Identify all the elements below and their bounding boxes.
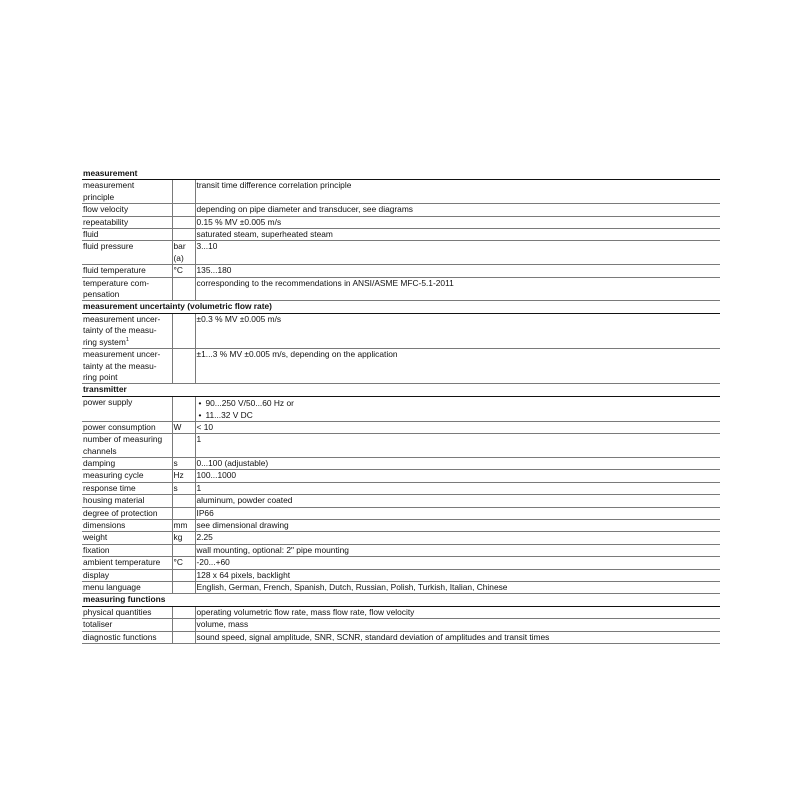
spec-label xyxy=(82,180,172,204)
spec-label-line xyxy=(83,582,171,593)
spec-row xyxy=(82,265,720,277)
spec-unit xyxy=(172,482,195,494)
spec-label xyxy=(82,396,172,421)
spec-row xyxy=(82,519,720,531)
spec-row xyxy=(82,434,720,458)
spec-label-line xyxy=(83,434,171,445)
spec-label xyxy=(82,470,172,482)
spec-label-line xyxy=(83,289,171,300)
spec-label-line xyxy=(83,349,171,360)
spec-label xyxy=(82,216,172,228)
spec-value-text: 1 xyxy=(196,482,202,493)
spec-label xyxy=(82,229,172,241)
spec-label-text: display xyxy=(83,569,110,580)
spec-row xyxy=(82,606,720,618)
spec-label xyxy=(82,265,172,277)
spec-label-text: ambient temperature xyxy=(83,557,161,568)
section-header-row xyxy=(82,384,720,396)
spec-value-text: English, German, French, Spanish, Dutch, Russian, Polish, Turkish, Italian, Chinese xyxy=(196,582,508,592)
spec-value-text: transit time difference correlation principle xyxy=(196,180,352,191)
spec-row xyxy=(82,470,720,482)
spec-row xyxy=(82,582,720,594)
spec-value-text: 1 xyxy=(196,434,202,445)
spec-label-line xyxy=(83,470,171,481)
spec-label-text: repeatability xyxy=(83,216,129,227)
spec-value-bullet: • 90...250 V/50...60 Hz or xyxy=(197,397,720,409)
spec-unit xyxy=(172,434,195,458)
spec-label-text: power consumption xyxy=(83,421,156,432)
spec-value xyxy=(195,519,720,531)
section-title: measurement xyxy=(82,168,720,180)
spec-label xyxy=(82,606,172,618)
spec-label-text: weight xyxy=(83,532,108,543)
spec-label-line xyxy=(83,532,171,543)
spec-label-line xyxy=(83,607,171,618)
spec-label xyxy=(82,519,172,531)
spec-label-text: pensation xyxy=(83,289,120,300)
section-title: transmitter xyxy=(82,384,720,396)
spec-unit xyxy=(172,277,195,301)
spec-label xyxy=(82,482,172,494)
spec-label-line xyxy=(83,397,171,408)
spec-label-text: temperature com- xyxy=(83,277,150,288)
section-header-row xyxy=(82,594,720,606)
spec-label-text: number of measuring xyxy=(83,434,163,445)
spec-unit xyxy=(172,396,195,421)
section-header-row xyxy=(82,168,720,180)
spec-unit xyxy=(172,532,195,544)
spec-unit-text: s xyxy=(173,482,178,493)
spec-label xyxy=(82,313,172,348)
specification-table-body xyxy=(82,168,720,644)
spec-row xyxy=(82,495,720,507)
spec-row xyxy=(82,631,720,643)
spec-row xyxy=(82,204,720,216)
spec-row xyxy=(82,313,720,348)
spec-label-line xyxy=(83,545,171,556)
spec-unit xyxy=(172,229,195,241)
spec-label xyxy=(82,495,172,507)
spec-label-text: principle xyxy=(83,191,115,202)
spec-label xyxy=(82,434,172,458)
spec-value xyxy=(195,216,720,228)
spec-label-line xyxy=(83,446,171,457)
spec-label-text: measurement uncer- xyxy=(83,349,161,360)
spec-label-line xyxy=(83,372,171,383)
spec-unit xyxy=(172,569,195,581)
spec-label-text: totaliser xyxy=(83,619,113,630)
spec-value-text: 135...180 xyxy=(196,265,232,276)
spec-value xyxy=(195,434,720,458)
spec-value-text: wall mounting, optional: 2" pipe mounting xyxy=(196,544,349,555)
spec-value-text: depending on pipe diameter and transducer, see diagrams xyxy=(196,204,413,215)
spec-label xyxy=(82,544,172,556)
spec-row xyxy=(82,507,720,519)
spec-label-text: ring point xyxy=(83,371,118,382)
spec-label-line xyxy=(83,632,171,643)
spec-label-line xyxy=(83,557,171,568)
spec-value xyxy=(195,229,720,241)
spec-row xyxy=(82,569,720,581)
spec-label-line xyxy=(83,180,171,191)
spec-label-line xyxy=(83,483,171,494)
spec-label-line xyxy=(83,361,171,372)
spec-label-text: flow velocity xyxy=(83,204,129,215)
spec-value-text: 2.25 xyxy=(196,532,213,543)
spec-row xyxy=(82,216,720,228)
spec-value xyxy=(195,557,720,569)
spec-value xyxy=(195,569,720,581)
spec-value xyxy=(195,619,720,631)
spec-value xyxy=(195,204,720,216)
spec-value xyxy=(195,180,720,204)
spec-label xyxy=(82,349,172,384)
spec-row xyxy=(82,229,720,241)
spec-label-text: fluid xyxy=(83,229,99,240)
spec-label-text: fluid pressure xyxy=(83,241,134,252)
spec-value-text: aluminum, powder coated xyxy=(196,495,293,506)
spec-value xyxy=(195,349,720,384)
spec-value-text: see dimensional drawing xyxy=(196,519,289,530)
spec-label-text: physical quantities xyxy=(83,606,152,617)
spec-label-text: measurement xyxy=(83,180,135,191)
spec-unit xyxy=(172,216,195,228)
spec-value xyxy=(195,470,720,482)
spec-unit-text: kg xyxy=(173,532,183,543)
spec-value-text: corresponding to the recommendations in ANSI/ASME MFC-5.1-2011 xyxy=(196,277,454,288)
footnote-marker: 1 xyxy=(125,336,129,343)
spec-label-line xyxy=(83,265,171,276)
spec-unit xyxy=(172,204,195,216)
spec-label-line xyxy=(83,495,171,506)
spec-value xyxy=(195,495,720,507)
spec-value-text: -20...+60 xyxy=(196,557,230,568)
spec-label-text: tainty of the measu- xyxy=(83,325,157,336)
spec-value xyxy=(195,582,720,594)
spec-value-text: 128 x 64 pixels, backlight xyxy=(196,569,291,580)
spec-value-text: volume, mass xyxy=(196,619,249,630)
spec-row xyxy=(82,457,720,469)
spec-row xyxy=(82,241,720,265)
spec-value xyxy=(195,396,720,421)
spec-unit xyxy=(172,265,195,277)
spec-label-line xyxy=(83,337,171,348)
specification-table xyxy=(82,168,720,644)
spec-value xyxy=(195,606,720,618)
spec-value xyxy=(195,482,720,494)
spec-value xyxy=(195,544,720,556)
spec-label xyxy=(82,631,172,643)
spec-label-line xyxy=(83,204,171,215)
spec-label-text: ring system xyxy=(83,336,126,347)
spec-label-text: diagnostic functions xyxy=(83,631,157,642)
spec-label-text: power supply xyxy=(83,396,133,407)
spec-unit xyxy=(172,619,195,631)
spec-label xyxy=(82,569,172,581)
spec-label-text: response time xyxy=(83,482,136,493)
spec-label-line xyxy=(83,619,171,630)
spec-value-text: ±0.3 % MV ±0.005 m/s xyxy=(196,313,282,324)
spec-unit xyxy=(172,557,195,569)
spec-value-text: < 10 xyxy=(196,421,214,432)
spec-label-text: channels xyxy=(83,445,117,456)
spec-unit-text: bar xyxy=(173,241,186,252)
spec-label xyxy=(82,619,172,631)
spec-unit xyxy=(172,457,195,469)
spec-unit xyxy=(172,470,195,482)
spec-label-line xyxy=(83,520,171,531)
spec-unit xyxy=(172,582,195,594)
spec-label xyxy=(82,507,172,519)
spec-unit-text: Hz xyxy=(173,470,184,481)
spec-unit xyxy=(172,241,195,265)
spec-value-text: 100...1000 xyxy=(196,470,237,481)
spec-label-line xyxy=(83,508,171,519)
spec-unit xyxy=(172,519,195,531)
spec-unit-text: °C xyxy=(173,265,183,276)
spec-unit xyxy=(172,495,195,507)
spec-row xyxy=(82,482,720,494)
spec-value-text: sound speed, signal amplitude, SNR, SCNR, standard deviation of amplitudes and transit times xyxy=(196,631,550,642)
spec-label-text: measuring cycle xyxy=(83,470,144,481)
spec-row xyxy=(82,421,720,433)
spec-label-text: housing material xyxy=(83,495,145,506)
spec-unit-text: mm xyxy=(173,519,188,530)
spec-value-text: 0...100 (adjustable) xyxy=(196,457,269,468)
spec-value-text: IP66 xyxy=(196,507,214,518)
spec-value xyxy=(195,631,720,643)
spec-row xyxy=(82,349,720,384)
spec-label-text: damping xyxy=(83,457,116,468)
spec-label-text: measurement uncer- xyxy=(83,313,161,324)
spec-label-line xyxy=(83,314,171,325)
spec-row xyxy=(82,180,720,204)
spec-label-line xyxy=(83,241,171,252)
specification-sheet xyxy=(82,168,720,644)
spec-value-text: 0.15 % MV ±0.005 m/s xyxy=(196,216,282,227)
spec-label-line xyxy=(83,325,171,336)
spec-label xyxy=(82,557,172,569)
spec-label-line xyxy=(83,192,171,203)
spec-label-text: dimensions xyxy=(83,519,126,530)
spec-unit xyxy=(172,313,195,348)
spec-value xyxy=(195,532,720,544)
spec-value xyxy=(195,265,720,277)
spec-label xyxy=(82,204,172,216)
spec-label-text: degree of protection xyxy=(83,507,158,518)
spec-value xyxy=(195,313,720,348)
spec-label xyxy=(82,532,172,544)
spec-label-line xyxy=(83,570,171,581)
spec-row xyxy=(82,277,720,301)
spec-unit xyxy=(172,349,195,384)
spec-label xyxy=(82,277,172,301)
spec-unit-text: s xyxy=(173,457,178,468)
spec-value-text: 3...10 xyxy=(196,241,218,252)
spec-value-bullet: • 11...32 V DC xyxy=(197,409,720,421)
spec-unit xyxy=(172,544,195,556)
spec-label xyxy=(82,241,172,265)
spec-unit xyxy=(172,507,195,519)
spec-label-text: menu language xyxy=(83,582,141,592)
spec-label-line xyxy=(83,422,171,433)
spec-label-line xyxy=(83,229,171,240)
spec-label-line xyxy=(83,217,171,228)
spec-label-text: fixation xyxy=(83,544,110,555)
spec-unit xyxy=(172,421,195,433)
spec-row xyxy=(82,619,720,631)
section-header-row xyxy=(82,301,720,313)
spec-value-text: ±1...3 % MV ±0.005 m/s, depending on the application xyxy=(196,349,398,360)
spec-value-text: operating volumetric flow rate, mass flow rate, flow velocity xyxy=(196,606,415,617)
spec-value xyxy=(195,507,720,519)
spec-label-text: fluid temperature xyxy=(83,265,146,276)
spec-label xyxy=(82,421,172,433)
spec-unit-text: (a) xyxy=(173,252,184,263)
spec-label-line xyxy=(83,458,171,469)
spec-unit xyxy=(172,606,195,618)
spec-label xyxy=(82,582,172,594)
spec-value xyxy=(195,241,720,265)
spec-unit-text: °C xyxy=(173,557,183,568)
spec-value-text: saturated steam, superheated steam xyxy=(196,229,333,240)
spec-row xyxy=(82,396,720,421)
spec-unit xyxy=(172,180,195,204)
spec-value xyxy=(195,457,720,469)
spec-row xyxy=(82,557,720,569)
spec-value xyxy=(195,421,720,433)
spec-label-line xyxy=(83,278,171,289)
spec-label-text: tainty at the measu- xyxy=(83,360,157,371)
spec-label xyxy=(82,457,172,469)
spec-row xyxy=(82,532,720,544)
spec-row xyxy=(82,544,720,556)
section-title: measurement uncertainty (volumetric flow rate) xyxy=(82,301,720,313)
section-title: measuring functions xyxy=(82,594,720,606)
spec-value xyxy=(195,277,720,301)
spec-unit-text: W xyxy=(173,421,182,432)
spec-unit xyxy=(172,631,195,643)
